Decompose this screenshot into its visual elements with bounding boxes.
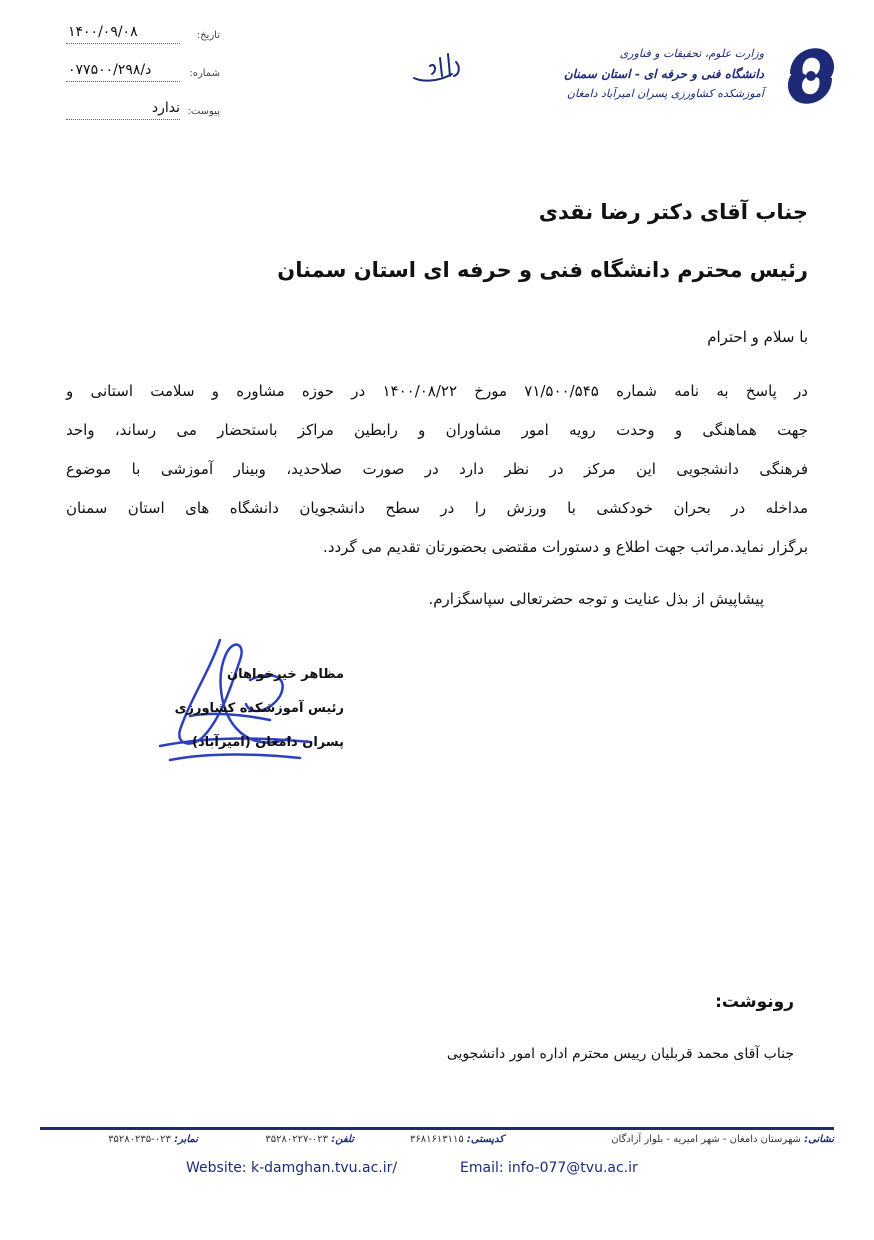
phone-label: تلفن:: [331, 1134, 354, 1145]
closing-line: پیشاپیش از بذل عنایت و توجه حضرتعالی سپاسگزارم.: [428, 590, 764, 608]
meta-date-row: [40, 24, 220, 46]
attachment-label: پیوست:: [187, 106, 220, 117]
meta-attachment-row: [40, 100, 220, 122]
organization-header: [504, 44, 764, 104]
org-line-college: آموزشکده کشاورزی پسران امیرآباد دامغان: [566, 87, 764, 100]
greeting: با سلام و احترام: [707, 328, 808, 346]
address-value: شهرستان دامغان - شهر امیریه - بلوار آزادگان: [611, 1134, 801, 1145]
letter-body: [66, 372, 808, 567]
footer-web-row: [40, 1160, 834, 1184]
attachment-line: [66, 119, 180, 120]
addressee-name: جناب آقای دکتر رضا نقدی: [538, 200, 808, 224]
number-label: شماره:: [189, 68, 220, 79]
org-line-university: دانشگاه فنی و حرفه ای - استان سمنان: [563, 67, 764, 81]
footer-postal: [410, 1134, 504, 1145]
body-line: فرهنگی دانشجویی این مرکز در نظر دارد در صورت صلاحدید، وبینار آموزشی با موضوع: [66, 460, 808, 478]
footer-address: [611, 1134, 834, 1145]
website-link[interactable]: Website: k-damghan.tvu.ac.ir/: [186, 1160, 398, 1176]
number-line: [66, 81, 180, 82]
addressee-title: رئیس محترم دانشگاه فنی و حرفه ای استان سمنان: [277, 258, 808, 282]
footer-fax: [108, 1134, 198, 1145]
fax-value: ۰۲۳-۳۵۲۸۰۲۳۵: [108, 1134, 171, 1145]
phone-value: ۰۲۳-۳۵۲۸۰۲۲۷: [265, 1134, 329, 1145]
attachment-value: ندارد: [151, 100, 180, 116]
cc-title: رونوشت:: [715, 992, 794, 1012]
date-label: تاریخ:: [196, 30, 220, 41]
footer-divider: [40, 1127, 834, 1130]
number-value: ۰۷۷د/۵۰۰/۲۹۸: [68, 62, 152, 78]
body-line: جهت هماهنگی و وحدت رویه امور مشاوران و رابطین مراکز باستحضار می رساند، واحد: [66, 421, 808, 439]
signatory-title: رئیس آموزشکده کشاورزی: [174, 701, 344, 716]
date-line: [66, 43, 180, 44]
footer-contact-row: [40, 1134, 834, 1154]
body-line: در پاسخ به نامه شماره ۷۱/۵۰۰/۵۴۵ مورخ ۱۴۰۰/۰۸/۲۲ در حوزه مشاوره و سلامت استانی و: [66, 382, 808, 400]
basmala-calligraphy: [408, 48, 468, 88]
university-logo: [780, 40, 842, 112]
postal-value: ۳۶۸۱۶۱۳۱۱۵: [410, 1134, 464, 1145]
date-value: ۱۴۰۰/۰۹/۰۸: [68, 24, 138, 40]
cc-recipient: جناب آقای محمد قربلیان رییس محترم اداره امور دانشجویی: [446, 1046, 794, 1062]
body-line: برگزار نماید.مراتب جهت اطلاع و دستورات مقتضی بحضورتان تقدیم می گردد.: [323, 538, 808, 556]
postal-label: کدپستی:: [466, 1134, 504, 1145]
signature-block: [175, 658, 344, 760]
org-line-ministry: وزارت علوم، تحقیقات و فناوری: [619, 47, 764, 60]
signatory-name: مظاهر خیرخواهان: [227, 667, 344, 682]
body-line: مداخله در بحران خودکشی با ورزش را در سطح دانشجویان دانشگاه های استان سمنان: [66, 499, 808, 517]
meta-number-row: [40, 62, 220, 84]
email-link[interactable]: Email: info-077@tvu.ac.ir: [460, 1160, 638, 1176]
address-label: نشانی:: [804, 1134, 834, 1145]
signatory-title-2: پسران دامغان (امیرآباد): [192, 735, 344, 750]
footer-phone: [265, 1134, 354, 1145]
fax-label: نمابر:: [174, 1134, 198, 1145]
